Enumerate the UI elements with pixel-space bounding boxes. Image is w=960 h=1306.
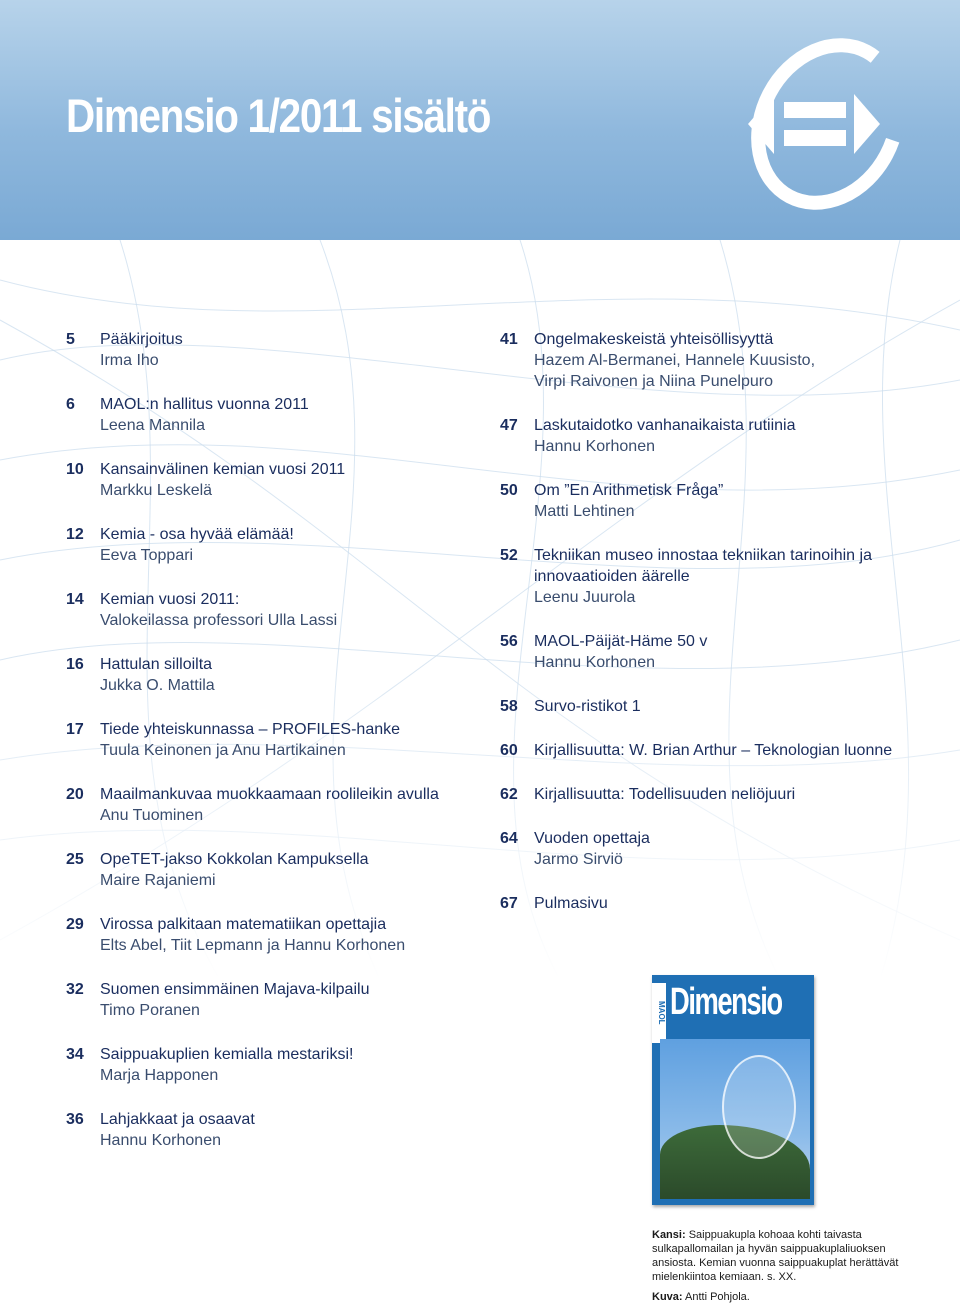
article-author: Marja Happonen — [100, 1067, 219, 1084]
article-title: Survo-ristikot 1 — [534, 698, 641, 715]
article-author: Matti Lehtinen — [534, 503, 635, 520]
article-title: Pulmasivu — [534, 895, 608, 912]
photo-credit — [652, 1291, 750, 1303]
pattern-line — [0, 280, 960, 330]
header-banner — [0, 0, 960, 240]
page-number: 17 — [66, 721, 84, 738]
article-author: Tuula Keinonen ja Anu Hartikainen — [100, 742, 346, 759]
page-number: 50 — [500, 482, 518, 499]
article-title: Kirjallisuutta: W. Brian Arthur – Teknologian luonne — [534, 742, 893, 759]
article-author: Maire Rajaniemi — [100, 872, 216, 889]
article-title: Laskutaidotko vanhanaikaista rutiinia — [534, 417, 796, 434]
article-author: Elts Abel, Tiit Lepmann ja Hannu Korhonen — [100, 937, 406, 954]
page-number: 5 — [66, 331, 75, 348]
cover-strip — [670, 1025, 808, 1033]
page-number: 6 — [66, 396, 75, 413]
article-author: Hazem Al-Bermanei, Hannele Kuusisto, — [534, 352, 816, 369]
page-number: 14 — [66, 591, 84, 608]
page-number: 47 — [500, 417, 518, 434]
page-title: Dimensio 1/2011 sisältö — [66, 89, 491, 142]
credit-text: Antti Pohjola. — [685, 1291, 750, 1303]
article-author: Virpi Raivonen ja Niina Punelpuro — [534, 373, 773, 390]
dimensio-logo-icon — [740, 36, 900, 216]
page-number: 20 — [66, 786, 84, 803]
article-author: Leenu Juurola — [534, 589, 636, 606]
cover-bubble — [722, 1055, 796, 1159]
article-title: Hattulan silloilta — [100, 656, 213, 673]
page-number: 67 — [500, 895, 518, 912]
article-title: Vuoden opettaja — [534, 830, 650, 847]
article-author: Hannu Korhonen — [534, 438, 655, 455]
article-title: Pääkirjoitus — [100, 331, 183, 348]
page-number: 41 — [500, 331, 518, 348]
article-author: Eeva Toppari — [100, 547, 194, 564]
page-number: 16 — [66, 656, 84, 673]
article-title: Kemia - osa hyvää elämää! — [100, 526, 294, 543]
article-title: Kemian vuosi 2011: — [100, 591, 240, 608]
article-title: Kirjallisuutta: Todellisuuden neliöjuuri — [534, 786, 796, 803]
article-title: MAOL:n hallitus vuonna 2011 — [100, 396, 309, 413]
article-title: Virossa palkitaan matematiikan opettajia — [100, 916, 387, 933]
page-number: 62 — [500, 786, 518, 803]
caption-label: Kansi: — [652, 1229, 686, 1241]
page-number: 60 — [500, 742, 518, 759]
article-title: Ongelmakeskeistä yhteisöllisyyttä — [534, 331, 774, 348]
article-author: Anu Tuominen — [100, 807, 204, 824]
article-author: Valokeilassa professori Ulla Lassi — [100, 612, 338, 629]
article-author: Jarmo Sirviö — [534, 851, 623, 868]
article-title: OpeTET-jakso Kokkolan Kampuksella — [100, 851, 369, 868]
cover-caption — [652, 1228, 912, 1284]
page-number: 29 — [66, 916, 84, 933]
article-title: Om ”En Arithmetisk Fråga” — [534, 482, 724, 499]
article-author: Hannu Korhonen — [100, 1132, 221, 1149]
caption-text: Saippuakupla kohoaa kohti taivasta sulkapallomailan ja hyvän saippuakuplaliuoksen ansiosta. Kemian vuonna saippuakuplat herättävät mielenkiintoa kemiaan. s. XX. — [652, 1229, 899, 1283]
article-title: Suomen ensimmäinen Majava-kilpailu — [100, 981, 370, 998]
page-number: 58 — [500, 698, 518, 715]
page-number: 36 — [66, 1111, 84, 1128]
article-author: Hannu Korhonen — [534, 654, 655, 671]
article-author: Jukka O. Mattila — [100, 677, 215, 694]
page-number: 34 — [66, 1046, 84, 1063]
article-title: Saippuakuplien kemialla mestariksi! — [100, 1046, 354, 1063]
article-title: Kansainvälinen kemian vuosi 2011 — [100, 461, 346, 478]
page-number: 56 — [500, 633, 518, 650]
article-author: Markku Leskelä — [100, 482, 213, 499]
page-number: 12 — [66, 526, 84, 543]
credit-label: Kuva: — [652, 1291, 683, 1303]
page-number: 25 — [66, 851, 84, 868]
cover-side-label: MAOL — [652, 983, 666, 1043]
cover-title: Dimensio — [670, 981, 782, 1023]
article-author: Irma Iho — [100, 352, 159, 369]
magazine-cover — [652, 975, 814, 1205]
article-title: Maailmankuvaa muokkaamaan roolileikin avulla — [100, 786, 439, 803]
article-author: Timo Poranen — [100, 1002, 200, 1019]
page-number: 32 — [66, 981, 84, 998]
article-author: Leena Mannila — [100, 417, 205, 434]
article-title: MAOL-Päijät-Häme 50 v — [534, 633, 708, 650]
article-title: Tekniikan museo innostaa tekniikan tarinoihin ja — [534, 547, 872, 564]
page-number: 64 — [500, 830, 518, 847]
article-title: Lahjakkaat ja osaavat — [100, 1111, 255, 1128]
page-number: 10 — [66, 461, 84, 478]
article-title: innovaatioiden äärelle — [534, 568, 690, 585]
article-title: Tiede yhteiskunnassa – PROFILES-hanke — [100, 721, 401, 738]
page-number: 52 — [500, 547, 518, 564]
